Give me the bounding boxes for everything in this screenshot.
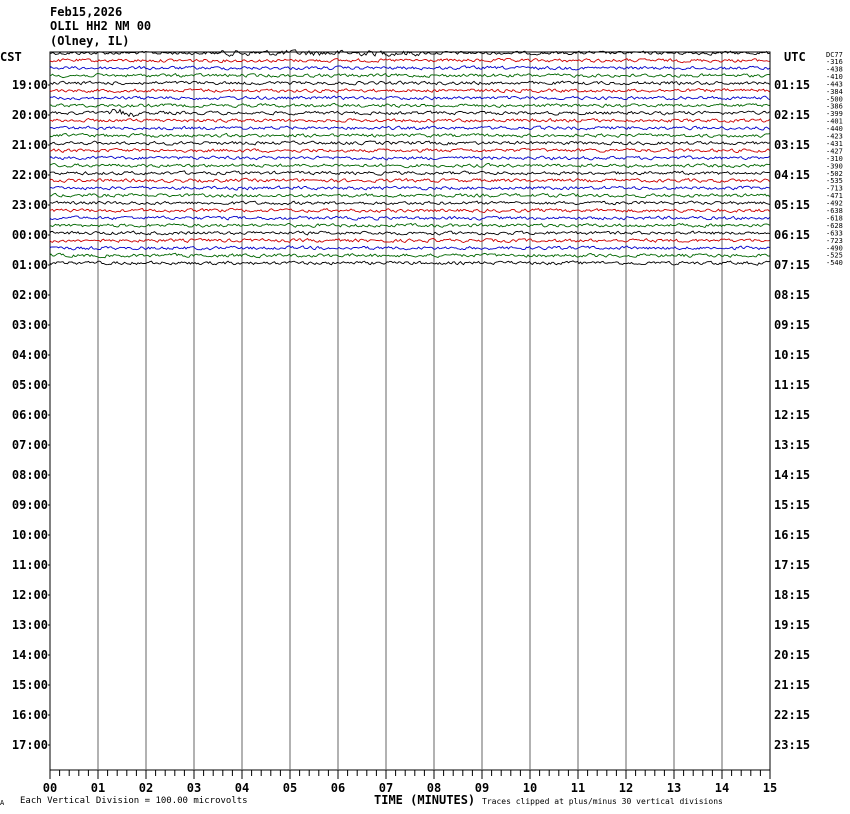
left-hour-label: 04:00 [11,348,48,362]
left-hour-label: 09:00 [11,498,48,512]
x-tick-label: 15 [762,781,778,795]
left-hour-label: 21:00 [11,138,48,152]
seismic-trace [50,96,770,100]
right-hour-label: 01:15 [774,78,811,92]
trace-offset-label: -390 [826,162,843,171]
seismic-trace [50,81,770,85]
left-hour-label: 14:00 [11,648,48,662]
seismic-trace [50,223,770,227]
trace-offset-label: -638 [826,207,843,215]
left-hour-label: 00:00 [11,228,48,242]
right-hour-label: 04:15 [774,168,811,182]
x-tick-label: 12 [618,781,634,795]
left-hour-label: 13:00 [11,618,48,632]
seismic-trace [50,126,770,130]
trace-offset-label: -540 [826,259,843,268]
right-hour-label: 07:15 [774,258,811,272]
left-hour-label: 08:00 [11,468,48,482]
seismic-trace [50,239,770,243]
trace-offset-label: -502 [826,169,843,178]
trace-offset-label: -535 [826,177,843,186]
seismic-trace [50,156,770,160]
right-hour-label: 22:15 [774,708,811,722]
right-hour-label: 03:15 [774,138,811,152]
trace-offset-label: -401 [826,117,843,126]
seismic-trace [50,201,770,205]
trace-offset-label: -628 [826,221,843,230]
left-hour-label: 19:00 [11,78,48,92]
x-tick-label: 00 [42,781,58,795]
trace-offset-label: -492 [826,199,843,208]
x-tick-label: 09 [474,781,490,795]
trace-offset-label: -500 [826,95,843,104]
right-hour-label: 06:15 [774,228,811,242]
x-tick-label: 04 [234,781,250,795]
seismic-trace [50,148,770,152]
seismic-trace [50,208,770,212]
seismic-trace [50,133,770,137]
right-hour-label: 18:15 [774,588,811,602]
right-hour-label: 11:15 [774,378,811,392]
seismic-trace [50,141,770,145]
seismic-trace [50,163,770,167]
x-tick-label: 13 [666,781,682,795]
trace-offset-label: -525 [826,251,843,260]
trace-offset-label: -471 [826,192,843,201]
trace-offset-label: -384 [826,87,843,96]
left-hour-label: 15:00 [11,678,48,692]
trace-offset-label: -723 [826,236,843,245]
left-hour-label: 17:00 [11,738,48,752]
corner-mark: A [0,799,5,807]
seismic-trace [50,50,770,57]
trace-offset-label: -443 [826,80,843,89]
seismic-trace [50,246,770,250]
trace-offset-label: -490 [826,244,843,253]
trace-offset-label: -386 [826,102,843,111]
x-tick-label: 05 [282,781,298,795]
left-hour-label: 05:00 [11,378,48,392]
x-tick-label: 10 [522,781,538,795]
right-hour-label: 17:15 [774,558,811,572]
left-hour-label: 20:00 [11,108,48,122]
left-hour-label: 11:00 [11,558,48,572]
right-hour-label: 16:15 [774,528,811,542]
clip-note: Traces clipped at plus/minus 30 vertical divisions [482,797,723,806]
left-timezone-label: CST [0,50,22,64]
right-hour-label: 20:15 [774,648,811,662]
seismic-trace [50,103,770,107]
right-hour-label: 13:15 [774,438,811,452]
x-tick-label: 03 [186,781,202,795]
trace-offset-label: -310 [826,154,843,163]
seismic-trace [50,119,770,123]
left-hour-label: 02:00 [11,288,48,302]
station-label: OLIL HH2 NM 00 [50,19,152,33]
seismic-trace [50,58,770,62]
x-tick-label: 11 [570,781,586,795]
right-hour-label: 15:15 [774,498,811,512]
seismic-trace [50,171,770,175]
right-hour-label: 14:15 [774,468,811,482]
left-hour-label: 10:00 [11,528,48,542]
trace-offset-label: -618 [826,214,843,223]
seismic-trace [50,109,770,116]
trace-offset-label: -410 [826,72,843,81]
right-hour-label: 23:15 [774,738,811,752]
seismic-trace [50,193,770,197]
x-tick-label: 01 [90,781,106,795]
right-hour-label: 10:15 [774,348,811,362]
location-label: (Olney, IL) [50,34,130,48]
left-hour-label: 01:00 [11,258,48,272]
seismic-trace [50,74,770,78]
scale-note: Each Vertical Division = 100.00 microvolts [20,796,248,806]
right-hour-label: 21:15 [774,678,811,692]
seismic-trace [50,261,770,265]
seismic-trace [50,89,770,93]
right-hour-label: 08:15 [774,288,811,302]
left-hour-label: 06:00 [11,408,48,422]
trace-offset-label: -438 [826,65,843,74]
seismic-trace [50,178,770,183]
seismic-trace [50,186,770,190]
date-label: Feb15,2026 [50,5,123,19]
trace-offset-label: -633 [826,229,843,238]
left-hour-label: 12:00 [11,588,48,602]
right-timezone-label: UTC [784,50,806,64]
seismic-trace [50,216,770,220]
right-hour-label: 05:15 [774,198,811,212]
x-tick-label: 14 [714,781,730,795]
plot-frame [50,52,770,770]
seismic-trace [50,66,770,70]
trace-offset-label: -399 [826,110,843,119]
right-hour-label: 09:15 [774,318,811,332]
trace-offset-label: -440 [826,125,843,134]
right-hour-label: 12:15 [774,408,811,422]
x-tick-label: 07 [378,781,394,795]
x-tick-label: 02 [138,781,154,795]
x-tick-label: 06 [330,781,346,795]
trace-offset-label: -316 [826,58,843,66]
seismic-trace [50,231,770,235]
trace-offset-label: -713 [826,184,843,193]
left-hour-label: 16:00 [11,708,48,722]
left-hour-label: 03:00 [11,318,48,332]
left-hour-label: 07:00 [11,438,48,452]
x-axis-title: TIME (MINUTES) [374,793,476,807]
x-tick-label: 08 [426,781,442,795]
right-hour-label: 19:15 [774,618,811,632]
left-hour-label: 23:00 [11,198,48,212]
trace-offset-label: -427 [826,147,843,156]
left-hour-label: 22:00 [11,168,48,182]
seismic-trace [50,253,770,258]
right-hour-label: 02:15 [774,108,811,122]
offset-header: DC77 [826,51,843,59]
trace-offset-label: -423 [826,132,843,141]
trace-offset-label: -431 [826,139,843,148]
